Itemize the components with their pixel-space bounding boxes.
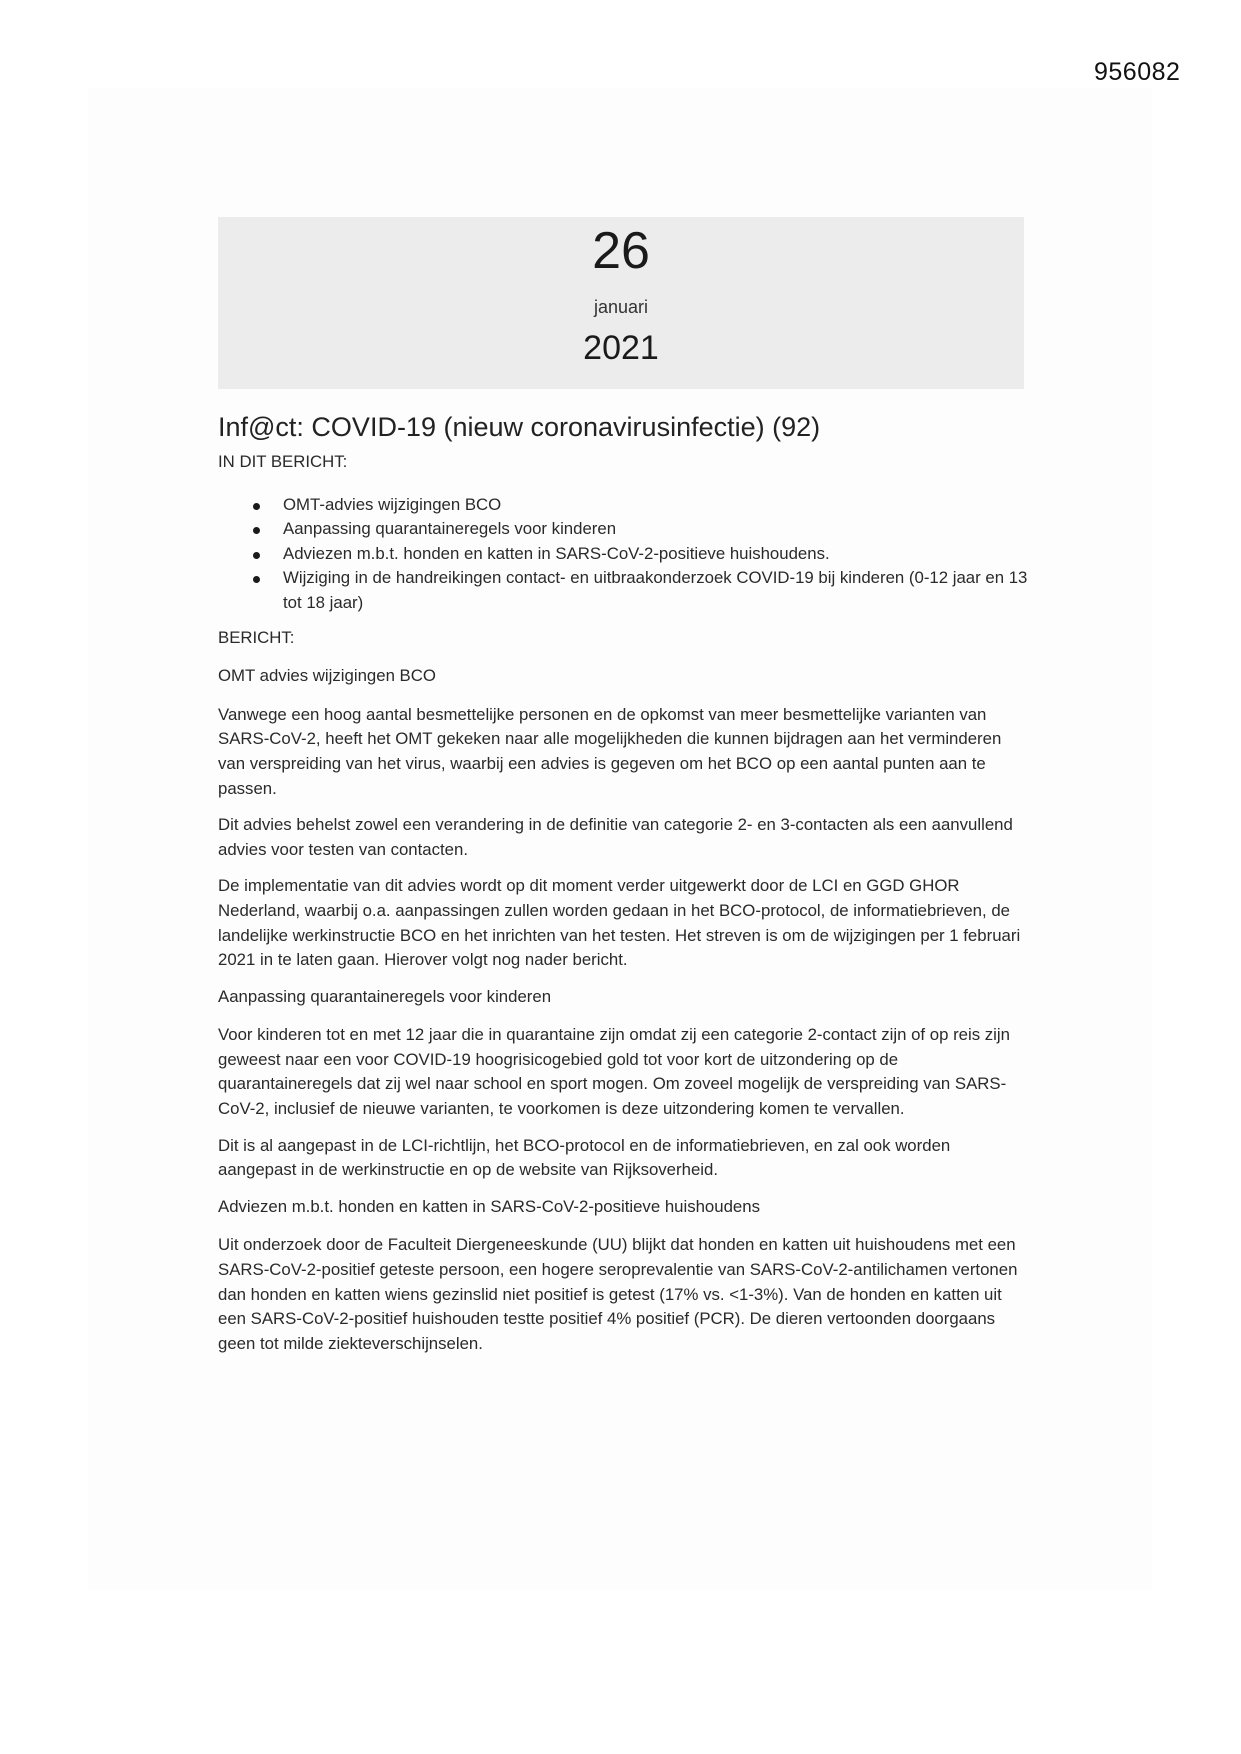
toc-item: Adviezen m.b.t. honden en katten in SARS-CoV-2-positieve huishoudens. <box>283 542 1028 567</box>
table-of-contents <box>218 493 1028 616</box>
section-heading: Adviezen m.b.t. honden en katten in SARS-CoV-2-positieve huishoudens <box>218 1196 760 1216</box>
date-month: januari <box>593 297 649 317</box>
section-omt-advies <box>218 664 1028 973</box>
paragraph: Dit is al aangepast in de LCI-richtlijn, het BCO-protocol en de informatiebrieven, en zal ook worden aangepast in de werkinstructie en op de website van Rijksoverheid. <box>218 1135 951 1180</box>
newsletter-title: Inf@ct: COVID-19 (nieuw coronavirusinfectie) (92) <box>218 412 821 442</box>
paragraph: Uit onderzoek door de Faculteit Diergeneeskunde (UU) blijkt dat honden en katten uit huishoudens met een SARS-CoV-2-positief geteste persoon, een hogere seroprevalentie van SARS-CoV-2-antilichamen vertonen dan honden en katten wiens gezinslid niet positief is getest (17% vs. <1-3%). Van de honden en katten uit een SARS-CoV-2-positief huishouden testte positief 4% positief (PCR). De dieren vertoonden doorgaans geen tot milde ziekteverschijnselen. <box>218 1235 1018 1353</box>
toc-item: Aanpassing quarantaineregels voor kinderen <box>283 517 1028 542</box>
toc-item: OMT-advies wijzigingen BCO <box>283 493 1028 518</box>
section-honden-katten <box>218 1195 1028 1357</box>
section-quarantaineregels <box>218 985 1028 1183</box>
date-year: 2021 <box>583 329 659 367</box>
date-day: 26 <box>592 222 650 280</box>
section-heading: OMT advies wijzigingen BCO <box>218 666 436 686</box>
document-id: 956082 <box>1094 58 1181 86</box>
in-dit-bericht-label: IN DIT BERICHT: <box>218 452 348 471</box>
newsletter-content <box>218 410 1028 1368</box>
section-heading: Aanpassing quarantaineregels voor kinderen <box>218 986 552 1006</box>
toc-item: Wijziging in de handreikingen contact- en uitbraakonderzoek COVID-19 bij kinderen (0-12 jaar en 13 tot 18 jaar) <box>283 566 1028 615</box>
paragraph: Vanwege een hoog aantal besmettelijke personen en de opkomst van meer besmettelijke varianten van SARS-CoV-2, heeft het OMT gekeken naar alle mogelijkheden die kunnen bijdragen aan het verminderen van verspreiding van het virus, waarbij een advies is gegeven om het BCO op een aantal punten aan te passen. <box>218 704 1002 798</box>
paragraph: Voor kinderen tot en met 12 jaar die in quarantaine zijn omdat zij een categorie 2-contact zijn of op reis zijn geweest naar een voor COVID-19 hoogrisicogebied gold tot voor kort de uitzondering op de quarantaineregels dat zij wel naar school en sport mogen. Om zoveel mogelijk de verspreiding van SARS-CoV-2, inclusief de nieuwe varianten, te voorkomen is deze uitzondering komen te vervallen. <box>218 1025 1010 1119</box>
paragraph: De implementatie van dit advies wordt op dit moment verder uitgewerkt door de LCI en GGD GHOR Nederland, waarbij o.a. aanpassingen zullen worden gedaan in het BCO-protocol, de informatiebrieven, de landelijke werkinstructie BCO en het inrichten van het testen. Het streven is om de wijzigingen per 1 februari 2021 in te laten gaan. Hierover volgt nog nader bericht. <box>218 876 1021 970</box>
paragraph: Dit advies behelst zowel een verandering in de definitie van categorie 2- en 3-contacten als een aanvullend advies voor testen van contacten. <box>218 815 1013 859</box>
date-header <box>218 217 1024 389</box>
bericht-label: BERICHT: <box>218 627 295 647</box>
